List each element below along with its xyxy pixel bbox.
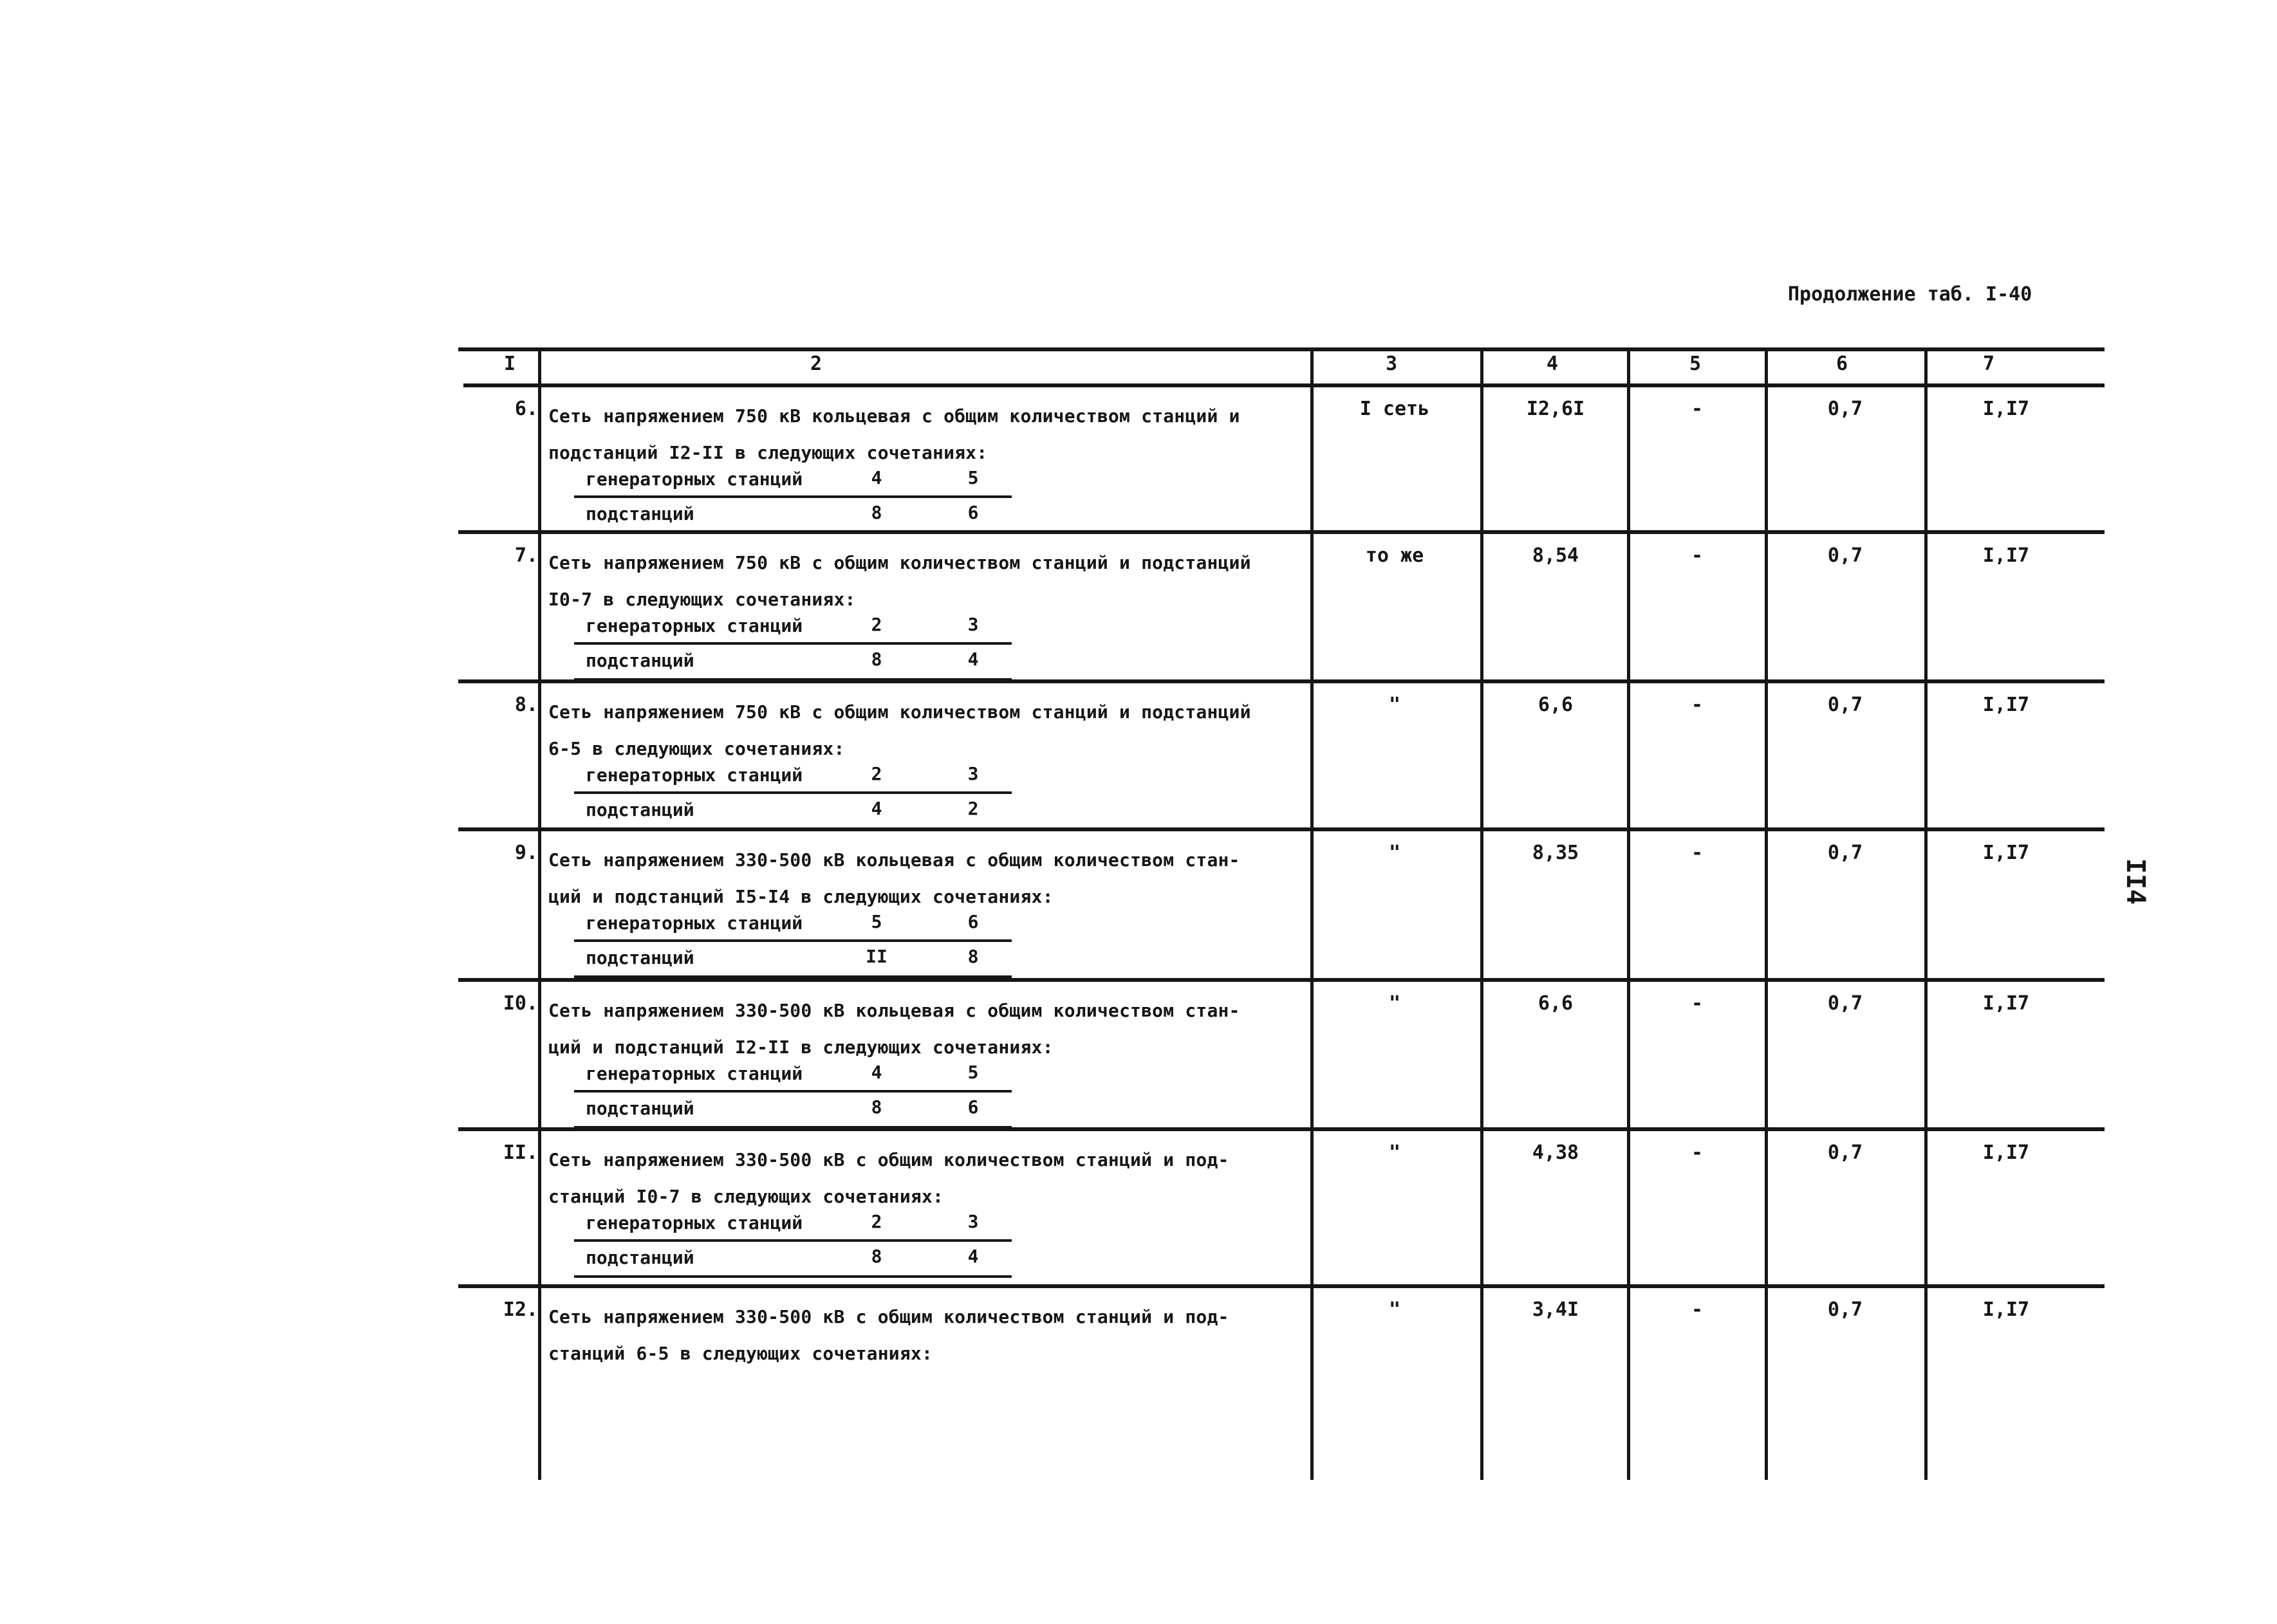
combination-row (574, 794, 1063, 829)
combination-value-a: 5 (871, 911, 882, 932)
description-line: 6-5 в следующих сочетаниях: (548, 738, 845, 759)
combination-label: подстанций (586, 503, 694, 524)
column-header: I (503, 353, 516, 375)
row-number: 9. (514, 842, 538, 864)
row-description (548, 544, 1411, 618)
combination-value-a: 2 (871, 1211, 882, 1232)
station-combination (574, 1207, 1063, 1277)
column-header: 5 (1689, 353, 1702, 375)
column-header: 3 (1385, 353, 1398, 375)
combination-value-a: 4 (871, 798, 882, 819)
table-row (458, 831, 2105, 978)
combination-value-b: 3 (967, 1211, 979, 1232)
station-combination (574, 907, 1063, 977)
combination-value-b: 3 (967, 763, 979, 784)
cell-col-4: 6,6 (1538, 694, 1574, 716)
description-line: Сеть напряжением 750 кВ с общим количеством станций и подстанций (548, 701, 1251, 723)
cell-col-7: I,I7 (1982, 992, 2030, 1015)
cell-col-5: - (1691, 842, 1704, 864)
cell-col-3: то же (1365, 544, 1424, 567)
table-row (458, 683, 2105, 827)
table-row (458, 1288, 2105, 1480)
row-description (548, 842, 1411, 915)
combination-label: подстанций (586, 1098, 694, 1119)
combination-label: подстанций (586, 947, 694, 968)
row-number: 6. (514, 398, 538, 420)
combination-value-b: 5 (967, 467, 979, 488)
data-table (458, 347, 2105, 1480)
cell-col-5: - (1691, 694, 1704, 716)
combination-value-b: 6 (967, 502, 979, 523)
station-combination (574, 759, 1063, 829)
description-line: Сеть напряжением 330-500 кВ кольцевая с общим количеством стан- (548, 1000, 1240, 1021)
description-line: подстанций I2-II в следующих сочетаниях: (548, 442, 988, 463)
combination-value-a: II (866, 946, 888, 967)
cell-col-6: 0,7 (1827, 1298, 1863, 1321)
combination-row (574, 1242, 1063, 1277)
description-line: станций 6-5 в следующих сочетаниях: (548, 1343, 933, 1364)
cell-col-7: I,I7 (1982, 544, 2030, 567)
cell-col-5: - (1691, 544, 1704, 567)
cell-col-7: I,I7 (1982, 694, 2030, 716)
combination-value-b: 3 (967, 614, 979, 635)
table-row (458, 1131, 2105, 1284)
cell-col-3: " (1388, 694, 1401, 716)
combination-label: подстанций (586, 799, 694, 820)
column-header: 6 (1836, 353, 1848, 375)
cell-col-7: I,I7 (1982, 842, 2030, 864)
cell-col-4: 6,6 (1538, 992, 1574, 1015)
combination-row (574, 942, 1063, 977)
description-line: Сеть напряжением 750 кВ кольцевая с общим количеством станций и (548, 405, 1240, 427)
cell-col-4: 3,4I (1532, 1298, 1579, 1321)
combination-underline (574, 1275, 1012, 1278)
cell-col-6: 0,7 (1827, 842, 1863, 864)
combination-value-a: 2 (871, 614, 882, 635)
combination-label: генераторных станций (586, 1212, 803, 1233)
combination-row (574, 907, 1063, 942)
combination-row (574, 498, 1063, 533)
description-line: Сеть напряжением 330-500 кВ кольцевая с общим количеством стан- (548, 849, 1240, 871)
cell-col-4: 4,38 (1532, 1141, 1579, 1164)
table-row (458, 982, 2105, 1127)
row-description (548, 398, 1411, 471)
combination-value-a: 4 (871, 467, 882, 488)
cell-col-7: I,I7 (1982, 1141, 2030, 1164)
cell-col-6: 0,7 (1827, 544, 1863, 567)
combination-row (574, 463, 1063, 498)
cell-col-4: 8,54 (1532, 544, 1579, 567)
cell-col-3: " (1388, 992, 1401, 1015)
description-line: ций и подстанций I5-I4 в следующих сочетаниях: (548, 886, 1054, 907)
combination-value-b: 4 (967, 649, 979, 670)
combination-value-b: 8 (967, 946, 979, 967)
description-line: Сеть напряжением 330-500 кВ с общим количеством станций и под- (548, 1306, 1229, 1327)
station-combination (574, 463, 1063, 533)
cell-col-3: I сеть (1359, 398, 1430, 420)
station-combination (574, 1058, 1063, 1127)
table-row (458, 387, 2105, 530)
column-header: 2 (810, 353, 823, 375)
table-row (458, 534, 2105, 679)
combination-row (574, 759, 1063, 794)
combination-value-b: 2 (967, 798, 979, 819)
row-number: 8. (514, 694, 538, 716)
combination-label: генераторных станций (586, 912, 803, 934)
combination-value-a: 8 (871, 649, 882, 670)
combination-label: генераторных станций (586, 1063, 803, 1084)
combination-row (574, 1207, 1063, 1242)
combination-row (574, 610, 1063, 645)
combination-label: подстанций (586, 650, 694, 671)
combination-value-a: 8 (871, 502, 882, 523)
cell-col-3: " (1388, 1141, 1401, 1164)
cell-col-3: " (1388, 1298, 1401, 1321)
combination-value-a: 2 (871, 763, 882, 784)
row-description (548, 992, 1411, 1066)
cell-col-4: I2,6I (1526, 398, 1585, 420)
cell-col-6: 0,7 (1827, 694, 1863, 716)
page-number: II4 (2121, 858, 2150, 905)
row-number: 7. (514, 544, 538, 567)
combination-value-b: 5 (967, 1062, 979, 1083)
description-line: Сеть напряжением 750 кВ с общим количеством станций и подстанций (548, 552, 1251, 573)
cell-col-4: 8,35 (1532, 842, 1579, 864)
combination-label: генераторных станций (586, 764, 803, 786)
column-header: 7 (1982, 353, 1995, 375)
combination-row (574, 645, 1063, 679)
combination-value-b: 6 (967, 1096, 979, 1118)
description-line: I0-7 в следующих сочетаниях: (548, 589, 856, 610)
station-combination (574, 610, 1063, 679)
cell-col-7: I,I7 (1982, 398, 2030, 420)
cell-col-5: - (1691, 398, 1704, 420)
combination-value-b: 4 (967, 1246, 979, 1267)
row-description (548, 1298, 1411, 1372)
cell-col-7: I,I7 (1982, 1298, 2030, 1321)
description-line: Сеть напряжением 330-500 кВ с общим количеством станций и под- (548, 1149, 1229, 1170)
description-line: станций I0-7 в следующих сочетаниях: (548, 1186, 944, 1207)
cell-col-3: " (1388, 842, 1401, 864)
row-description (548, 1141, 1411, 1215)
table-top-rule (458, 347, 2105, 351)
cell-col-6: 0,7 (1827, 992, 1863, 1015)
combination-value-b: 6 (967, 911, 979, 932)
table-continuation-label: Продолжение таб. I-40 (1788, 283, 2032, 306)
row-number: I0. (503, 992, 538, 1015)
row-description (548, 694, 1411, 767)
cell-col-5: - (1691, 992, 1704, 1015)
combination-value-a: 4 (871, 1062, 882, 1083)
cell-col-6: 0,7 (1827, 398, 1863, 420)
combination-row (574, 1093, 1063, 1127)
cell-col-6: 0,7 (1827, 1141, 1863, 1164)
column-header: 4 (1546, 353, 1559, 375)
description-line: ций и подстанций I2-II в следующих сочетаниях: (548, 1037, 1054, 1058)
combination-value-a: 8 (871, 1246, 882, 1267)
row-number: I2. (503, 1298, 538, 1321)
cell-col-5: - (1691, 1298, 1704, 1321)
combination-value-a: 8 (871, 1096, 882, 1118)
row-number: II. (503, 1141, 538, 1164)
combination-label: подстанций (586, 1247, 694, 1268)
combination-row (574, 1058, 1063, 1093)
combination-label: генераторных станций (586, 468, 803, 490)
cell-col-5: - (1691, 1141, 1704, 1164)
combination-label: генераторных станций (586, 615, 803, 636)
